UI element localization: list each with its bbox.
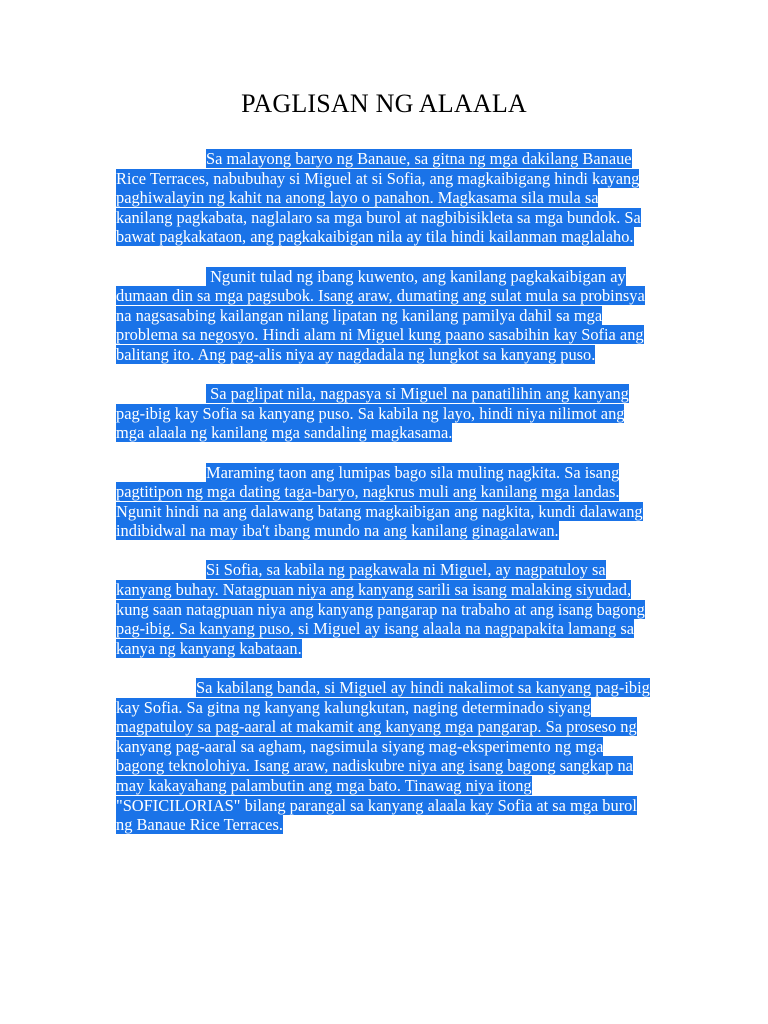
paragraph-1-text[interactable]: Sa malayong baryo ng Banaue, sa gitna ng mga dakilang Banaue Rice Terraces, nabubuhay si Miguel at si Sofia, ang magkaibigang hindi kayang paghiwalayin ng kahit na anong layo o panahon. Magkasama sila mula sa kanilang pagkabata, naglalaro sa mga burol at nagbibisikleta sa mga bundok. Sa bawat pagkakataon, ang pagkakaibigan nila ay tila hindi kailanman maglalaho.	[116, 149, 641, 247]
paragraph-6	[116, 678, 652, 835]
paragraph-5	[116, 560, 652, 658]
paragraph-1	[116, 149, 652, 247]
paragraph-2-text[interactable]: Ngunit tulad ng ibang kuwento, ang kanilang pagkakaibigan ay dumaan din sa mga pagsubok. Isang araw, dumating ang sulat mula sa probinsya na nagsasabing kailangan nilang lipatan ng kanilang pamilya dahil sa mga problema sa negosyo. Hindi alam ni Miguel kung paano sasabihin kay Sofia ang balitang ito. Ang pag-alis niya ay nagdadala ng lungkot sa kanyang puso.	[116, 266, 645, 364]
paragraph-4	[116, 463, 652, 541]
paragraph-6-text[interactable]: Sa kabilang banda, si Miguel ay hindi nakalimot sa kanyang pag-ibig kay Sofia. Sa gitna ng kanyang kalungkutan, naging determinado siyang magpatuloy sa pag-aaral at makamit ang kanyang mga pangarap. Sa proseso ng kanyang pag-aaral sa agham, nagsimula siyang mag-eksperimento ng mga bagong teknolohiya. Isang araw, nadiskubre niya ang isang bagong sangkap na may kakayahang palambutin ang mga bato. Tinawag niya itong "SOFICILORIAS" bilang parangal sa kanyang alaala kay Sofia at sa mga burol ng Banaue Rice Terraces.	[116, 678, 650, 835]
document-title: PAGLISAN NG ALAALA	[241, 89, 527, 118]
document-body	[116, 149, 652, 854]
paragraph-3-text[interactable]: Sa paglipat nila, nagpasya si Miguel na panatilihin ang kanyang pag-ibig kay Sofia sa kanyang puso. Sa kabila ng layo, hindi niya nilimot ang mga alaala ng kanilang mga sandaling magkasama.	[116, 384, 629, 443]
paragraph-5-text[interactable]: Si Sofia, sa kabila ng pagkawala ni Miguel, ay nagpatuloy sa kanyang buhay. Natagpuan niya ang kanyang sarili sa isang malaking siyudad, kung saan natagpuan niya ang kanyang pangarap na trabaho at ang isang bagong pag-ibig. Sa kanyang puso, si Miguel ay isang alaala na nagpapakita lamang sa kanya ng kanyang kabataan.	[116, 560, 645, 658]
paragraph-3	[116, 384, 652, 443]
paragraph-4-text[interactable]: Maraming taon ang lumipas bago sila muling nagkita. Sa isang pagtitipon ng mga dating taga-baryo, nagkrus muli ang kanilang mga landas. Ngunit hindi na ang dalawang batang magkaibigan ang nagkita, kundi dalawang indibidwal na may iba't ibang mundo na ang kanilang ginagalawan.	[116, 462, 643, 541]
paragraph-2	[116, 267, 652, 365]
